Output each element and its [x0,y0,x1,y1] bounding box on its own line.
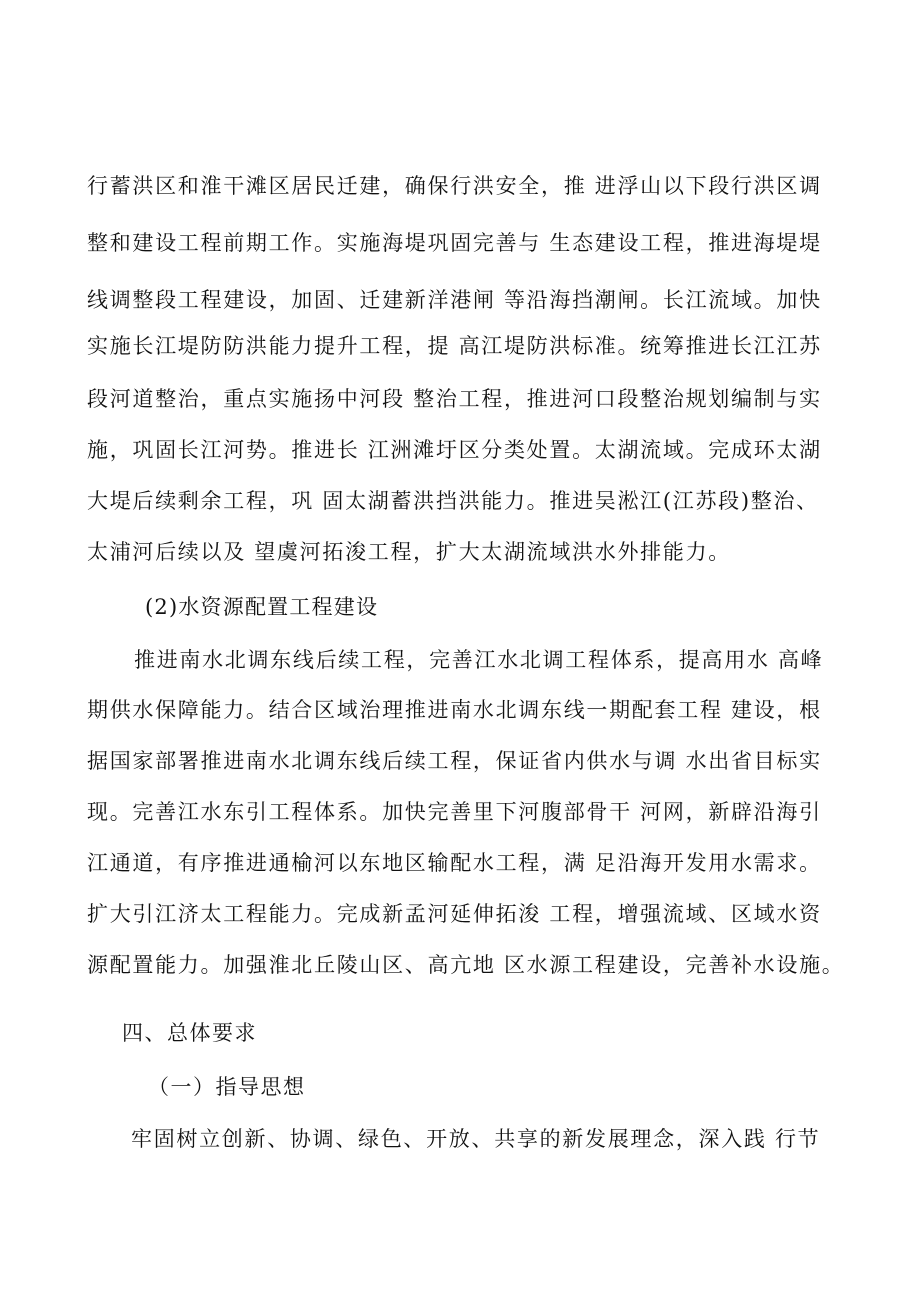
text-line: 段河道整治，重点实施扬中河段 整治工程，推进河口段整治规划编制与实 [87,387,822,411]
text-line: 扩大引江济太工程能力。完成新孟河延伸拓浚 工程，增强流域、区域水资 [87,902,822,926]
text-line: 太浦河后续以及 望虞河拓浚工程，扩大太湖流域洪水外排能力。 [87,540,731,564]
text-line: 施，巩固长江河势。推进长 江洲滩圩区分类处置。太湖流域。完成环太湖 [87,438,822,462]
text-line: 源配置能力。加强淮北丘陵山区、高亢地 区水源工程建设，完善补水设施。 [87,953,845,977]
text-line: 实施长江堤防防洪能力提升工程，提 高江堤防洪标准。统筹推进长江江苏 [87,334,822,358]
text-line: 期供水保障能力。结合区域治理推进南水北调东线一期配套工程 建设，根 [87,698,822,722]
paragraph-first-line: 牢固树立创新、协调、绿色、开放、共享的新发展理念，深入践 行节 [131,1127,821,1151]
section-heading: 四、总体要求 [122,1021,257,1045]
text-line: 行蓄洪区和淮干滩区居民迁建，确保行洪安全，推 进浮山以下段行洪区调 [87,174,822,198]
section-subheading: (2)水资源配置工程建设 [145,595,379,619]
text-line: 现。完善江水东引工程体系。加快完善里下河腹部骨干 河网，新辟沿海引 [87,800,822,824]
text-line: 江通道，有序推进通榆河以东地区输配水工程，满 足沿海开发用水需求。 [87,851,822,875]
paragraph-first-line: 推进南水北调东线后续工程，完善江水北调工程体系，提高用水 高峰 [134,648,824,672]
text-line: 据国家部署推进南水北调东线后续工程，保证省内供水与调 水出省目标实 [87,749,822,773]
text-line: 大堤后续剩余工程，巩 固太湖蓄洪挡洪能力。推进吴淞江(江苏段)整治、 [87,489,819,513]
text-line: 线调整段工程建设，加固、迁建新洋港闸 等沿海挡潮闸。长江流域。加快 [87,288,822,312]
text-line: 整和建设工程前期工作。实施海堤巩固完善与 生态建设工程，推进海堤堤 [87,231,822,255]
subsection-heading: （一）指导思想 [148,1075,306,1099]
